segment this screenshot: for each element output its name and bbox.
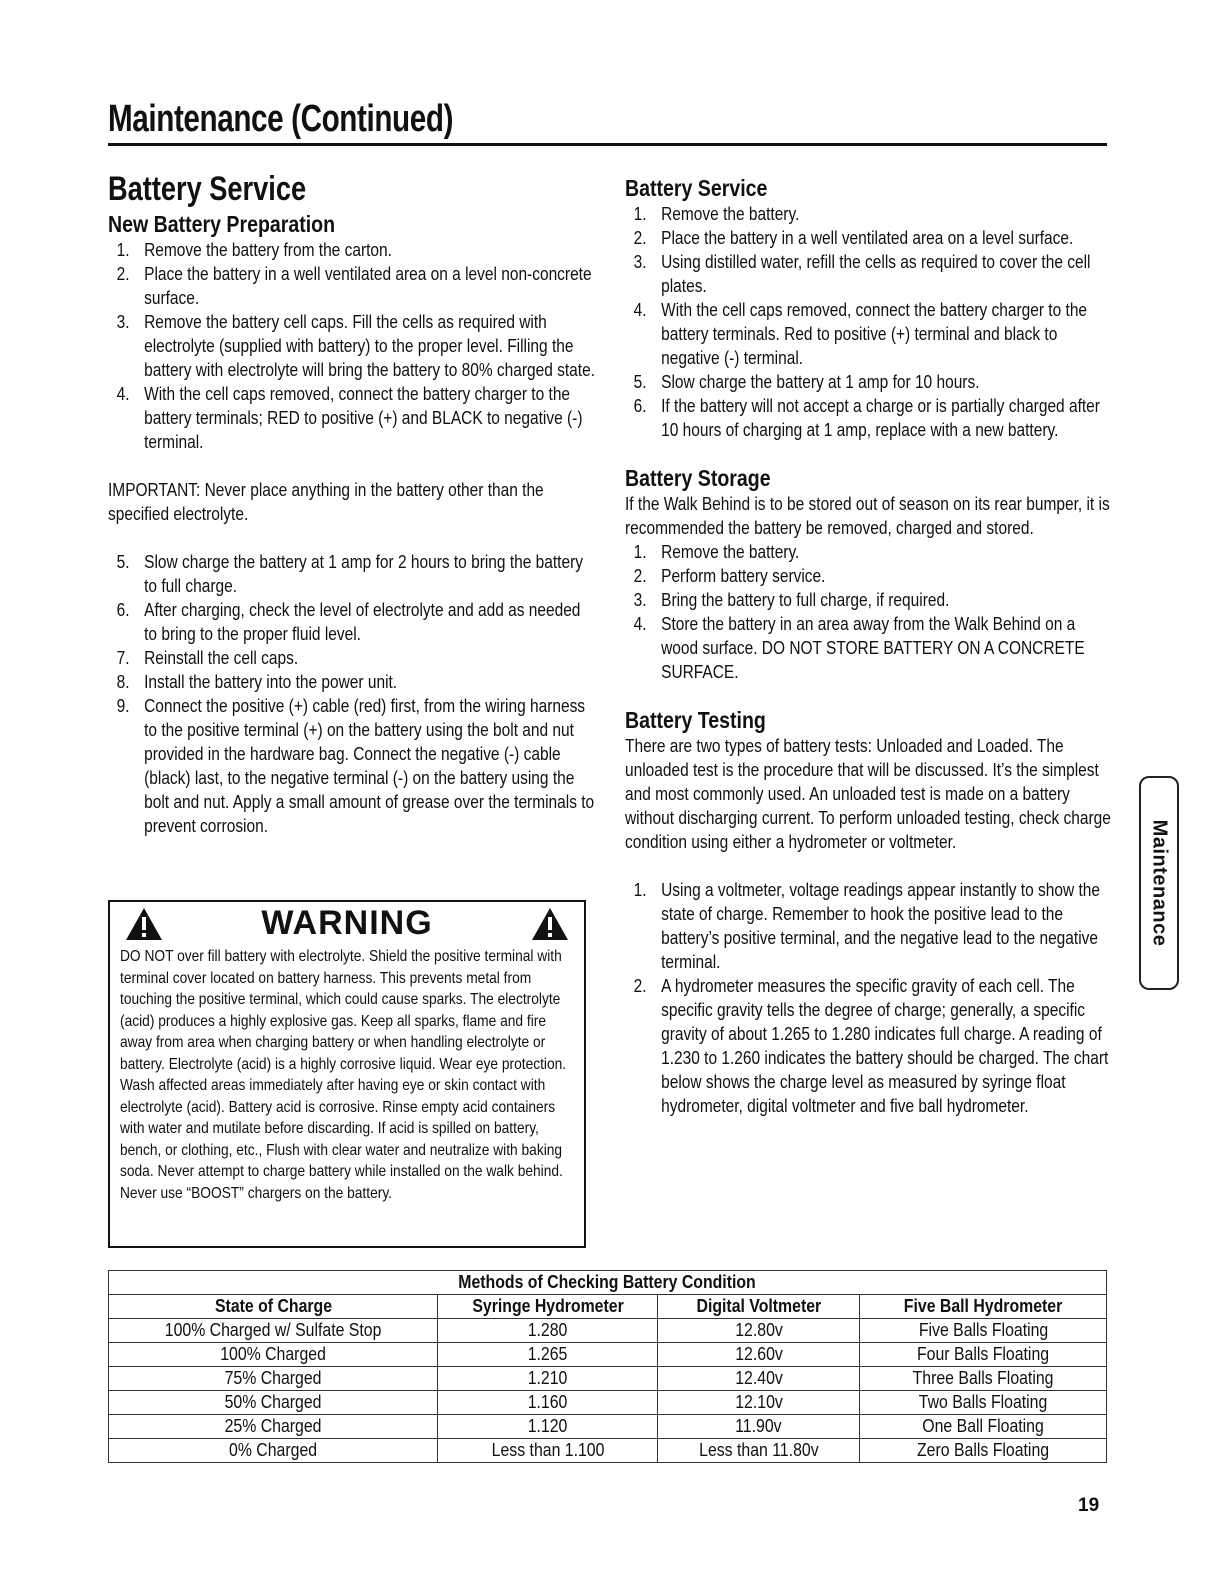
table-cell: 25% Charged [109, 1415, 438, 1439]
table-cell: Less than 11.80v [657, 1439, 860, 1463]
preparation-steps-list-continued [108, 550, 597, 838]
list-item-text: Connect the positive (+) cable (red) first, from the wiring harness to the positive terminal (+) on the battery using the bolt and nut provided in the hardware bag. Connect the negative (-) cable (black) last, to the negative terminal (-) on the battery using the bolt and nut. Apply a small amount of grease over the terminals to prevent corrosion. [144, 696, 595, 836]
table-row [109, 1367, 1107, 1391]
warning-header [110, 902, 584, 946]
column-header: Digital Voltmeter [657, 1295, 860, 1319]
table-cell: Three Balls Floating [860, 1367, 1107, 1391]
storage-steps-list [625, 540, 1114, 684]
list-item-number: 2. [633, 566, 647, 586]
maintenance-side-tab [1139, 776, 1179, 990]
list-item-text: Slow charge the battery at 1 amp for 10 hours. [661, 372, 980, 392]
list-item-text: Place the battery in a well ventilated area on a level surface. [661, 228, 1074, 248]
table-header-row [109, 1295, 1107, 1319]
list-item [108, 550, 597, 598]
list-item-text: With the cell caps removed, connect the battery charger to the battery terminals. Red to positive (+) terminal and black to negative (-) terminal. [661, 300, 1088, 368]
list-item [625, 250, 1114, 298]
list-item-text: Remove the battery cell caps. Fill the cells as required with electrolyte (supplied with battery) to the proper level. Filling the battery with electrolyte will bring the battery to 80% charged state. [144, 312, 596, 380]
list-item [625, 370, 1114, 394]
warning-text: DO NOT over fill battery with electrolyte. Shield the positive terminal with terminal cover located on battery harness. This prevents metal from touching the positive terminal, which could cause sparks. The electrolyte (acid) produces a highly explosive gas. Keep all sparks, flame and fire away from area when charging battery or when handling electrolyte or battery. Electrolyte (acid) is a highly corrosive liquid. Wear eye protection. Wash affected areas immediately after having eye or skin contact with electrolyte (acid). Battery acid is corrosive. Rinse empty acid containers with water and mutilate before discarding. If acid is spilled on battery, bench, or clothing, etc., Flush with clear water and neutralize with baking soda. Never attempt to charge battery while installed on the walk behind. Never use “BOOST” chargers on the battery. [120, 948, 567, 1202]
table-cell: 1.265 [438, 1343, 658, 1367]
table-caption: Methods of Checking Battery Condition [109, 1271, 1107, 1295]
table-cell: Zero Balls Floating [860, 1439, 1107, 1463]
list-item [625, 612, 1114, 684]
list-item-text: Remove the battery. [661, 542, 800, 562]
table-row [109, 1391, 1107, 1415]
list-item-number: 2. [633, 976, 647, 996]
storage-intro: If the Walk Behind is to be stored out of season on its rear bumper, it is recommended the battery be removed, charged and stored. [625, 494, 1110, 538]
list-item-number: 4. [116, 384, 130, 404]
list-item-number: 2. [633, 228, 647, 248]
list-item-text: After charging, check the level of electrolyte and add as needed to bring to the proper fluid level. [144, 600, 581, 644]
list-item-text: Bring the battery to full charge, if required. [661, 590, 950, 610]
list-item [625, 878, 1114, 974]
table-cell: Four Balls Floating [860, 1343, 1107, 1367]
list-item-text: Perform battery service. [661, 566, 826, 586]
list-item-number: 2. [116, 264, 130, 284]
table-cell: 100% Charged [109, 1343, 438, 1367]
table-cell: Less than 1.100 [438, 1439, 658, 1463]
list-item-text: Slow charge the battery at 1 amp for 2 hours to bring the battery to full charge. [144, 552, 583, 596]
list-item [108, 670, 597, 694]
list-item-text: With the cell caps removed, connect the battery charger to the battery terminals; RED to positive (+) and BLACK to negative (-) terminal. [144, 384, 583, 452]
table-cell: 12.80v [657, 1319, 860, 1343]
list-item-number: 8. [116, 672, 130, 692]
list-item-text: Install the battery into the power unit. [144, 672, 398, 692]
list-item [108, 646, 597, 670]
list-item-number: 6. [633, 396, 647, 416]
column-header: Five Ball Hydrometer [860, 1295, 1107, 1319]
list-item-text: If the battery will not accept a charge or is partially charged after 10 hours of charging at 1 amp, replace with a new battery. [661, 396, 1100, 440]
list-item-text: A hydrometer measures the specific gravity of each cell. The specific gravity tells the degree of charge; generally, a specific gravity of about 1.265 to 1.280 indicates full charge. A reading of 1.230 to 1.260 indicates the battery should be charged. The chart below shows the charge level as measured by syringe float hydrometer, digital voltmeter and five ball hydrometer. [661, 976, 1109, 1116]
table-row [109, 1415, 1107, 1439]
list-item-text: Using a voltmeter, voltage readings appear instantly to show the state of charge. Remember to hook the positive lead to the battery’s positive terminal, and the negative lead to the negative terminal. [661, 880, 1100, 972]
warning-title: WARNING [261, 904, 433, 942]
table-cell: Two Balls Floating [860, 1391, 1107, 1415]
table-caption-row [109, 1271, 1107, 1295]
section-heading: Battery Service [108, 170, 307, 208]
list-item [625, 226, 1114, 250]
list-item [625, 202, 1114, 226]
new-battery-preparation-heading: New Battery Preparation [108, 211, 336, 237]
important-note: IMPORTANT: Never place anything in the battery other than the specified electrolyte. [108, 480, 544, 524]
battery-storage-heading: Battery Storage [625, 465, 771, 491]
list-item-number: 1. [633, 204, 647, 224]
battery-testing-heading: Battery Testing [625, 707, 766, 733]
list-item [625, 394, 1114, 442]
preparation-steps-list [108, 238, 597, 454]
list-item-number: 7. [116, 648, 130, 668]
list-item-text: Reinstall the cell caps. [144, 648, 299, 668]
table-cell: 75% Charged [109, 1367, 438, 1391]
battery-service-heading: Battery Service [625, 175, 768, 201]
list-item [108, 310, 597, 382]
list-item [625, 564, 1114, 588]
table-cell: 11.90v [657, 1415, 860, 1439]
list-item-number: 1. [633, 880, 647, 900]
table-cell: 0% Charged [109, 1439, 438, 1463]
list-item [625, 540, 1114, 564]
table-row [109, 1343, 1107, 1367]
table-row [109, 1439, 1107, 1463]
table-cell: 12.40v [657, 1367, 860, 1391]
list-item-number: 5. [633, 372, 647, 392]
title-divider [108, 143, 1107, 146]
list-item-number: 1. [633, 542, 647, 562]
list-item [625, 298, 1114, 370]
list-item-number: 3. [633, 590, 647, 610]
battery-condition-table [108, 1270, 1107, 1463]
service-steps-list [625, 202, 1114, 442]
list-item-number: 5. [116, 552, 130, 572]
table-cell: One Ball Floating [860, 1415, 1107, 1439]
list-item-number: 3. [116, 312, 130, 332]
left-column [108, 210, 598, 838]
table-cell: 100% Charged w/ Sulfate Stop [109, 1319, 438, 1343]
table-cell: Five Balls Floating [860, 1319, 1107, 1343]
list-item [108, 598, 597, 646]
side-tab-label: Maintenance [1148, 819, 1171, 947]
table-row [109, 1319, 1107, 1343]
list-item-number: 9. [116, 696, 130, 716]
testing-intro: There are two types of battery tests: Unloaded and Loaded. The unloaded test is the procedure that will be discussed. It’s the simplest and most commonly used. An unloaded test is made on a battery without discharging current. To perform unloaded testing, check charge condition using either a hydrometer or voltmeter. [625, 736, 1111, 852]
list-item-text: Remove the battery. [661, 204, 800, 224]
list-item-text: Using distilled water, refill the cells as required to cover the cell plates. [661, 252, 1091, 296]
table-cell: 1.160 [438, 1391, 658, 1415]
table-cell: 12.60v [657, 1343, 860, 1367]
page-number: 19 [1078, 1495, 1100, 1516]
list-item [625, 974, 1114, 1118]
column-header: State of Charge [109, 1295, 438, 1319]
list-item-text: Remove the battery from the carton. [144, 240, 392, 260]
right-column [625, 174, 1115, 1118]
list-item-text: Place the battery in a well ventilated area on a level non-concrete surface. [144, 264, 592, 308]
list-item-number: 4. [633, 614, 647, 634]
testing-steps-list [625, 878, 1114, 1118]
warning-box [108, 900, 586, 1248]
list-item [108, 262, 597, 310]
list-item-number: 4. [633, 300, 647, 320]
table-cell: 1.120 [438, 1415, 658, 1439]
list-item-number: 6. [116, 600, 130, 620]
table-cell: 1.280 [438, 1319, 658, 1343]
list-item-number: 1. [116, 240, 130, 260]
warning-triangle-icon [530, 906, 570, 942]
list-item-text: Store the battery in an area away from the Walk Behind on a wood surface. DO NOT STORE BATTERY ON A CONCRETE SURFACE. [661, 614, 1085, 682]
column-header: Syringe Hydrometer [438, 1295, 658, 1319]
table-cell: 12.10v [657, 1391, 860, 1415]
list-item [625, 588, 1114, 612]
list-item [108, 694, 597, 838]
list-item [108, 238, 597, 262]
table-cell: 50% Charged [109, 1391, 438, 1415]
page-title: Maintenance (Continued) [108, 98, 454, 140]
table-cell: 1.210 [438, 1367, 658, 1391]
list-item-number: 3. [633, 252, 647, 272]
list-item [108, 382, 597, 454]
